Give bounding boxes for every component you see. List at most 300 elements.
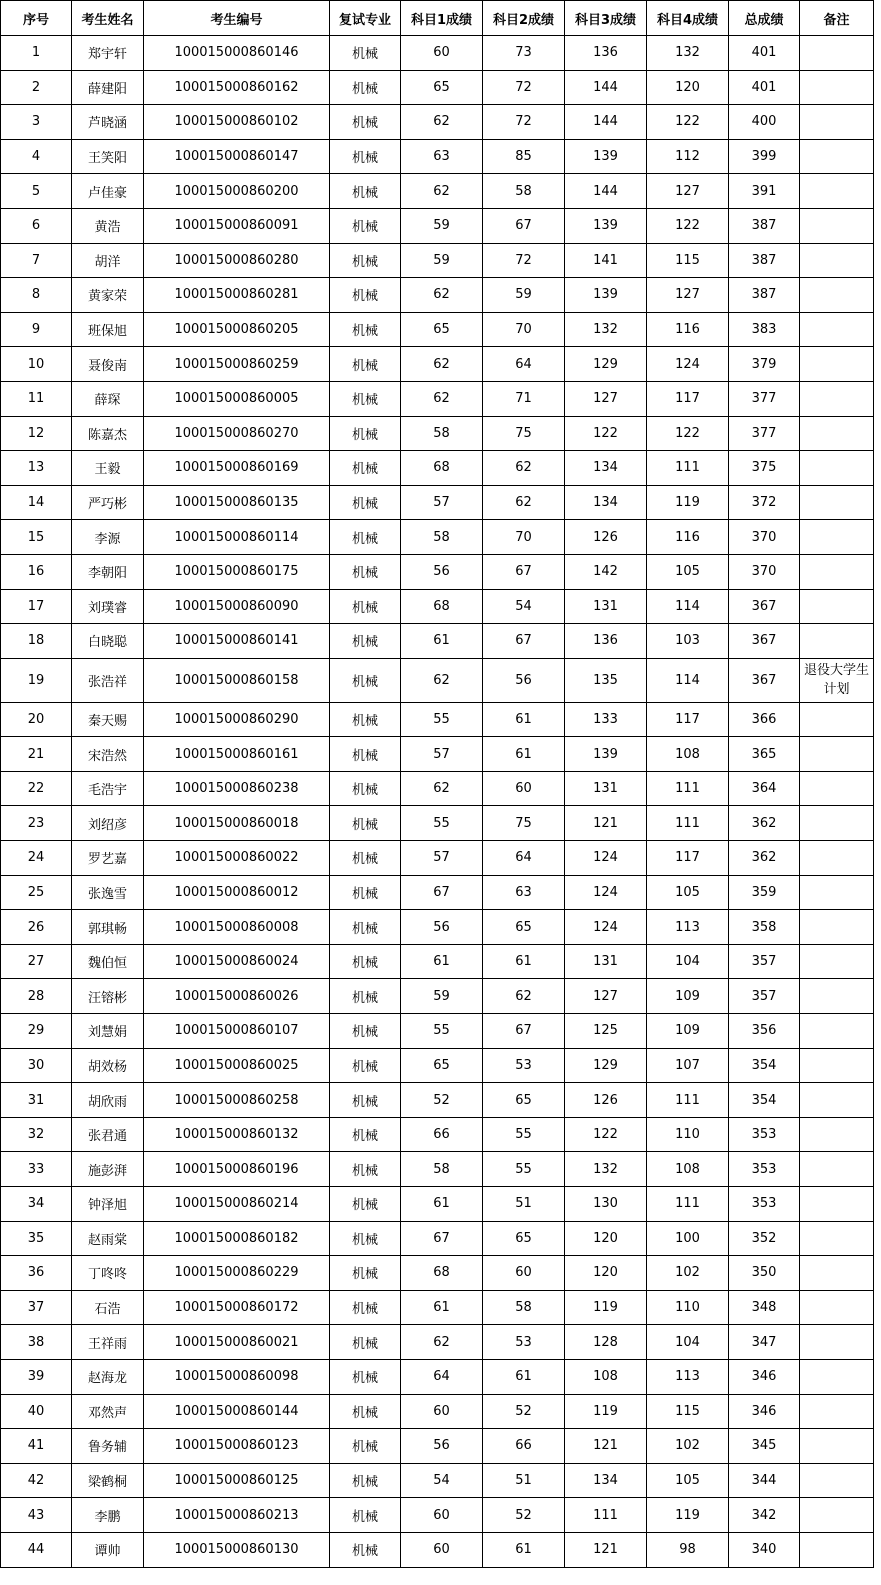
cell-seq: 9 — [1, 312, 72, 347]
cell-subject3: 131 — [565, 589, 647, 624]
cell-major: 机械 — [330, 737, 401, 772]
cell-subject2: 60 — [483, 1256, 565, 1291]
cell-total: 387 — [729, 208, 800, 243]
table-row — [1, 944, 874, 979]
cell-remarks: 退役大学生计划 — [800, 658, 874, 702]
cell-seq: 24 — [1, 841, 72, 876]
table-row — [1, 243, 874, 278]
cell-seq: 7 — [1, 243, 72, 278]
cell-subject1: 62 — [401, 1325, 483, 1360]
cell-subject1: 59 — [401, 208, 483, 243]
cell-seq: 41 — [1, 1429, 72, 1464]
cell-major: 机械 — [330, 702, 401, 737]
cell-subject2: 58 — [483, 1290, 565, 1325]
cell-major: 机械 — [330, 1256, 401, 1291]
cell-total: 367 — [729, 624, 800, 659]
cell-candidate-id: 100015000860024 — [144, 944, 330, 979]
cell-seq: 35 — [1, 1221, 72, 1256]
cell-subject1: 67 — [401, 1221, 483, 1256]
cell-subject3: 122 — [565, 1117, 647, 1152]
cell-subject1: 60 — [401, 1532, 483, 1567]
cell-remarks — [800, 624, 874, 659]
cell-total: 344 — [729, 1463, 800, 1498]
cell-candidate-id: 100015000860102 — [144, 105, 330, 140]
cell-remarks — [800, 278, 874, 313]
cell-name: 赵海龙 — [72, 1359, 144, 1394]
cell-candidate-id: 100015000860012 — [144, 875, 330, 910]
table-row — [1, 737, 874, 772]
cell-name: 秦天赐 — [72, 702, 144, 737]
cell-major: 机械 — [330, 1048, 401, 1083]
cell-subject4: 119 — [647, 1498, 729, 1533]
cell-remarks — [800, 1290, 874, 1325]
table-row — [1, 875, 874, 910]
cell-remarks — [800, 1221, 874, 1256]
cell-total: 346 — [729, 1359, 800, 1394]
cell-total: 401 — [729, 70, 800, 105]
cell-major: 机械 — [330, 485, 401, 520]
cell-name: 王祥雨 — [72, 1325, 144, 1360]
cell-subject2: 62 — [483, 485, 565, 520]
cell-subject1: 59 — [401, 979, 483, 1014]
cell-total: 342 — [729, 1498, 800, 1533]
cell-remarks — [800, 554, 874, 589]
cell-subject4: 113 — [647, 1359, 729, 1394]
cell-subject1: 62 — [401, 278, 483, 313]
cell-subject3: 121 — [565, 1532, 647, 1567]
cell-name: 石浩 — [72, 1290, 144, 1325]
cell-candidate-id: 100015000860182 — [144, 1221, 330, 1256]
cell-candidate-id: 100015000860130 — [144, 1532, 330, 1567]
cell-major: 机械 — [330, 347, 401, 382]
cell-subject3: 130 — [565, 1187, 647, 1222]
cell-name: 薛琛 — [72, 381, 144, 416]
cell-candidate-id: 100015000860090 — [144, 589, 330, 624]
cell-seq: 33 — [1, 1152, 72, 1187]
cell-subject2: 72 — [483, 243, 565, 278]
cell-subject4: 98 — [647, 1532, 729, 1567]
cell-name: 丁咚咚 — [72, 1256, 144, 1291]
cell-subject3: 121 — [565, 1429, 647, 1464]
cell-name: 班保旭 — [72, 312, 144, 347]
cell-seq: 13 — [1, 451, 72, 486]
cell-total: 362 — [729, 841, 800, 876]
cell-total: 362 — [729, 806, 800, 841]
cell-seq: 42 — [1, 1463, 72, 1498]
cell-subject3: 132 — [565, 1152, 647, 1187]
table-row — [1, 312, 874, 347]
cell-total: 367 — [729, 658, 800, 702]
cell-candidate-id: 100015000860175 — [144, 554, 330, 589]
cell-major: 机械 — [330, 105, 401, 140]
cell-subject1: 64 — [401, 1359, 483, 1394]
cell-total: 354 — [729, 1048, 800, 1083]
cell-major: 机械 — [330, 624, 401, 659]
cell-candidate-id: 100015000860135 — [144, 485, 330, 520]
cell-total: 372 — [729, 485, 800, 520]
header-subject1: 科目1成绩 — [401, 1, 483, 36]
cell-candidate-id: 100015000860200 — [144, 174, 330, 209]
table-row — [1, 174, 874, 209]
cell-subject4: 116 — [647, 520, 729, 555]
cell-candidate-id: 100015000860162 — [144, 70, 330, 105]
table-row — [1, 208, 874, 243]
cell-remarks — [800, 520, 874, 555]
cell-seq: 2 — [1, 70, 72, 105]
cell-subject1: 58 — [401, 520, 483, 555]
cell-name: 宋浩然 — [72, 737, 144, 772]
table-row — [1, 589, 874, 624]
cell-subject1: 58 — [401, 416, 483, 451]
cell-subject4: 110 — [647, 1117, 729, 1152]
cell-name: 刘慧娟 — [72, 1014, 144, 1049]
cell-subject1: 52 — [401, 1083, 483, 1118]
cell-subject1: 62 — [401, 174, 483, 209]
cell-candidate-id: 100015000860146 — [144, 36, 330, 71]
table-row — [1, 1014, 874, 1049]
cell-subject1: 56 — [401, 910, 483, 945]
table-row — [1, 702, 874, 737]
cell-remarks — [800, 944, 874, 979]
cell-subject2: 75 — [483, 806, 565, 841]
cell-seq: 11 — [1, 381, 72, 416]
cell-remarks — [800, 1117, 874, 1152]
cell-subject1: 65 — [401, 312, 483, 347]
cell-remarks — [800, 243, 874, 278]
cell-subject1: 61 — [401, 944, 483, 979]
cell-remarks — [800, 771, 874, 806]
header-name: 考生姓名 — [72, 1, 144, 36]
cell-subject3: 133 — [565, 702, 647, 737]
cell-subject4: 132 — [647, 36, 729, 71]
cell-subject4: 108 — [647, 737, 729, 772]
cell-subject4: 111 — [647, 806, 729, 841]
cell-name: 薛建阳 — [72, 70, 144, 105]
cell-seq: 40 — [1, 1394, 72, 1429]
cell-seq: 44 — [1, 1532, 72, 1567]
cell-candidate-id: 100015000860132 — [144, 1117, 330, 1152]
cell-subject4: 103 — [647, 624, 729, 659]
cell-subject4: 115 — [647, 1394, 729, 1429]
cell-subject4: 122 — [647, 416, 729, 451]
cell-total: 356 — [729, 1014, 800, 1049]
cell-subject4: 105 — [647, 1463, 729, 1498]
cell-subject3: 124 — [565, 841, 647, 876]
cell-total: 399 — [729, 139, 800, 174]
cell-subject2: 85 — [483, 139, 565, 174]
header-seq: 序号 — [1, 1, 72, 36]
cell-name: 黄浩 — [72, 208, 144, 243]
cell-total: 391 — [729, 174, 800, 209]
cell-subject2: 56 — [483, 658, 565, 702]
cell-total: 359 — [729, 875, 800, 910]
cell-seq: 39 — [1, 1359, 72, 1394]
cell-name: 胡欣雨 — [72, 1083, 144, 1118]
cell-subject3: 131 — [565, 944, 647, 979]
table-row — [1, 347, 874, 382]
cell-major: 机械 — [330, 1394, 401, 1429]
table-row — [1, 554, 874, 589]
cell-subject2: 53 — [483, 1048, 565, 1083]
table-row — [1, 1394, 874, 1429]
cell-subject4: 127 — [647, 278, 729, 313]
cell-total: 354 — [729, 1083, 800, 1118]
cell-subject1: 68 — [401, 1256, 483, 1291]
cell-subject2: 61 — [483, 1532, 565, 1567]
cell-subject4: 117 — [647, 702, 729, 737]
cell-candidate-id: 100015000860280 — [144, 243, 330, 278]
cell-subject2: 52 — [483, 1394, 565, 1429]
cell-major: 机械 — [330, 1117, 401, 1152]
cell-candidate-id: 100015000860259 — [144, 347, 330, 382]
cell-major: 机械 — [330, 1325, 401, 1360]
cell-major: 机械 — [330, 1187, 401, 1222]
cell-subject3: 139 — [565, 737, 647, 772]
cell-seq: 43 — [1, 1498, 72, 1533]
cell-candidate-id: 100015000860144 — [144, 1394, 330, 1429]
table-row — [1, 1429, 874, 1464]
cell-subject1: 55 — [401, 1014, 483, 1049]
cell-subject2: 61 — [483, 1359, 565, 1394]
cell-major: 机械 — [330, 841, 401, 876]
cell-subject1: 60 — [401, 1498, 483, 1533]
table-row — [1, 1463, 874, 1498]
cell-name: 郭琪畅 — [72, 910, 144, 945]
cell-candidate-id: 100015000860091 — [144, 208, 330, 243]
cell-subject4: 105 — [647, 554, 729, 589]
cell-total: 353 — [729, 1152, 800, 1187]
table-row — [1, 1152, 874, 1187]
cell-major: 机械 — [330, 944, 401, 979]
cell-subject2: 67 — [483, 554, 565, 589]
table-row — [1, 1498, 874, 1533]
cell-subject1: 68 — [401, 589, 483, 624]
cell-subject3: 124 — [565, 875, 647, 910]
cell-seq: 23 — [1, 806, 72, 841]
cell-name: 陈嘉杰 — [72, 416, 144, 451]
cell-candidate-id: 100015000860229 — [144, 1256, 330, 1291]
cell-total: 340 — [729, 1532, 800, 1567]
cell-remarks — [800, 979, 874, 1014]
cell-remarks — [800, 451, 874, 486]
cell-remarks — [800, 416, 874, 451]
table-row — [1, 806, 874, 841]
cell-candidate-id: 100015000860025 — [144, 1048, 330, 1083]
cell-total: 400 — [729, 105, 800, 140]
table-row — [1, 1221, 874, 1256]
cell-subject3: 135 — [565, 658, 647, 702]
cell-remarks — [800, 312, 874, 347]
cell-candidate-id: 100015000860018 — [144, 806, 330, 841]
cell-subject4: 109 — [647, 979, 729, 1014]
header-subject3: 科目3成绩 — [565, 1, 647, 36]
cell-subject4: 100 — [647, 1221, 729, 1256]
cell-total: 365 — [729, 737, 800, 772]
cell-seq: 4 — [1, 139, 72, 174]
cell-subject2: 71 — [483, 381, 565, 416]
cell-seq: 15 — [1, 520, 72, 555]
cell-subject4: 111 — [647, 451, 729, 486]
cell-remarks — [800, 1048, 874, 1083]
cell-total: 357 — [729, 944, 800, 979]
table-row — [1, 771, 874, 806]
cell-subject2: 61 — [483, 944, 565, 979]
cell-total: 348 — [729, 1290, 800, 1325]
cell-seq: 25 — [1, 875, 72, 910]
cell-candidate-id: 100015000860196 — [144, 1152, 330, 1187]
cell-name: 白晓聪 — [72, 624, 144, 659]
cell-remarks — [800, 36, 874, 71]
cell-subject2: 67 — [483, 624, 565, 659]
cell-subject2: 67 — [483, 1014, 565, 1049]
cell-major: 机械 — [330, 416, 401, 451]
cell-subject2: 73 — [483, 36, 565, 71]
cell-seq: 1 — [1, 36, 72, 71]
cell-remarks — [800, 702, 874, 737]
cell-name: 严巧彬 — [72, 485, 144, 520]
cell-subject3: 124 — [565, 910, 647, 945]
cell-candidate-id: 100015000860098 — [144, 1359, 330, 1394]
cell-subject2: 59 — [483, 278, 565, 313]
cell-subject4: 115 — [647, 243, 729, 278]
cell-subject1: 60 — [401, 1394, 483, 1429]
cell-candidate-id: 100015000860026 — [144, 979, 330, 1014]
cell-subject3: 132 — [565, 312, 647, 347]
cell-subject1: 63 — [401, 139, 483, 174]
table-row — [1, 910, 874, 945]
cell-subject1: 62 — [401, 771, 483, 806]
cell-name: 施彭湃 — [72, 1152, 144, 1187]
cell-remarks — [800, 1256, 874, 1291]
cell-remarks — [800, 1463, 874, 1498]
cell-remarks — [800, 1498, 874, 1533]
cell-name: 胡效杨 — [72, 1048, 144, 1083]
cell-subject3: 142 — [565, 554, 647, 589]
cell-major: 机械 — [330, 806, 401, 841]
cell-total: 375 — [729, 451, 800, 486]
table-row — [1, 1048, 874, 1083]
cell-name: 黄家荣 — [72, 278, 144, 313]
cell-subject4: 104 — [647, 944, 729, 979]
cell-subject4: 112 — [647, 139, 729, 174]
cell-major: 机械 — [330, 1083, 401, 1118]
cell-subject2: 65 — [483, 910, 565, 945]
cell-remarks — [800, 105, 874, 140]
cell-candidate-id: 100015000860270 — [144, 416, 330, 451]
cell-remarks — [800, 875, 874, 910]
cell-subject1: 59 — [401, 243, 483, 278]
cell-subject4: 114 — [647, 589, 729, 624]
cell-candidate-id: 100015000860021 — [144, 1325, 330, 1360]
cell-name: 谭帅 — [72, 1532, 144, 1567]
cell-subject2: 64 — [483, 347, 565, 382]
cell-total: 353 — [729, 1117, 800, 1152]
cell-subject3: 129 — [565, 1048, 647, 1083]
cell-candidate-id: 100015000860123 — [144, 1429, 330, 1464]
cell-seq: 20 — [1, 702, 72, 737]
cell-subject2: 62 — [483, 451, 565, 486]
cell-name: 张君通 — [72, 1117, 144, 1152]
header-total: 总成绩 — [729, 1, 800, 36]
cell-name: 郑宇轩 — [72, 36, 144, 71]
cell-subject2: 64 — [483, 841, 565, 876]
cell-subject3: 119 — [565, 1290, 647, 1325]
cell-remarks — [800, 1325, 874, 1360]
cell-subject4: 127 — [647, 174, 729, 209]
cell-subject2: 51 — [483, 1463, 565, 1498]
table-row — [1, 70, 874, 105]
cell-subject3: 122 — [565, 416, 647, 451]
cell-subject2: 67 — [483, 208, 565, 243]
cell-subject1: 62 — [401, 658, 483, 702]
cell-subject1: 57 — [401, 841, 483, 876]
cell-candidate-id: 100015000860258 — [144, 1083, 330, 1118]
cell-subject3: 134 — [565, 451, 647, 486]
cell-name: 张浩祥 — [72, 658, 144, 702]
table-row — [1, 1256, 874, 1291]
cell-subject4: 111 — [647, 1083, 729, 1118]
cell-subject2: 65 — [483, 1083, 565, 1118]
cell-major: 机械 — [330, 875, 401, 910]
cell-subject4: 113 — [647, 910, 729, 945]
cell-candidate-id: 100015000860125 — [144, 1463, 330, 1498]
cell-remarks — [800, 347, 874, 382]
cell-name: 李源 — [72, 520, 144, 555]
cell-seq: 3 — [1, 105, 72, 140]
cell-subject1: 56 — [401, 1429, 483, 1464]
cell-remarks — [800, 1152, 874, 1187]
table-body — [1, 36, 874, 1568]
cell-subject2: 53 — [483, 1325, 565, 1360]
cell-subject3: 136 — [565, 36, 647, 71]
cell-subject3: 139 — [565, 208, 647, 243]
cell-major: 机械 — [330, 520, 401, 555]
cell-subject2: 66 — [483, 1429, 565, 1464]
cell-total: 379 — [729, 347, 800, 382]
cell-subject2: 72 — [483, 70, 565, 105]
cell-major: 机械 — [330, 1429, 401, 1464]
cell-subject4: 110 — [647, 1290, 729, 1325]
cell-remarks — [800, 174, 874, 209]
header-major: 复试专业 — [330, 1, 401, 36]
cell-candidate-id: 100015000860290 — [144, 702, 330, 737]
cell-major: 机械 — [330, 243, 401, 278]
cell-subject4: 122 — [647, 105, 729, 140]
cell-subject1: 57 — [401, 737, 483, 772]
cell-major: 机械 — [330, 1014, 401, 1049]
cell-major: 机械 — [330, 554, 401, 589]
cell-seq: 10 — [1, 347, 72, 382]
cell-candidate-id: 100015000860214 — [144, 1187, 330, 1222]
cell-remarks — [800, 1532, 874, 1567]
cell-seq: 18 — [1, 624, 72, 659]
cell-seq: 37 — [1, 1290, 72, 1325]
cell-subject1: 67 — [401, 875, 483, 910]
cell-subject2: 60 — [483, 771, 565, 806]
cell-subject1: 65 — [401, 70, 483, 105]
cell-seq: 8 — [1, 278, 72, 313]
cell-subject2: 63 — [483, 875, 565, 910]
table-row — [1, 1117, 874, 1152]
table-row — [1, 416, 874, 451]
table-row — [1, 36, 874, 71]
cell-remarks — [800, 1359, 874, 1394]
cell-name: 邓然声 — [72, 1394, 144, 1429]
cell-remarks — [800, 910, 874, 945]
cell-subject3: 139 — [565, 278, 647, 313]
cell-subject3: 144 — [565, 70, 647, 105]
table-row — [1, 485, 874, 520]
